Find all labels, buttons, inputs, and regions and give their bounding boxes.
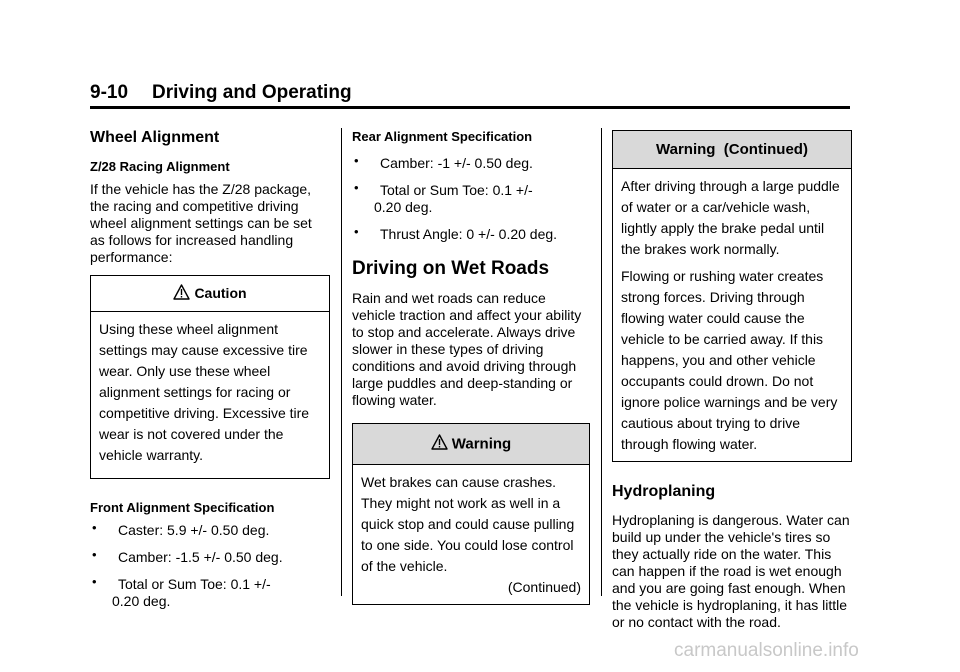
list-item: • Camber: -1.5 +/- 0.50 deg. — [92, 547, 283, 566]
wet-roads-intro: Rain and wet roads can reduce vehicle traction and affect your ability to stop and accelerate. Always drive slower in these types of driving conditions and avoid driving through large puddles and deep-standing or flowing water. — [352, 290, 582, 408]
warning-text: Wet brakes can cause crashes. They might not work as well in a quick stop and could cause pulling to one side. You could lose control of the vehicle. — [361, 474, 575, 574]
bullet-icon: • — [92, 574, 97, 590]
warning-continued-box — [612, 130, 852, 462]
warning-title: Warning — [451, 435, 512, 453]
hydroplaning-heading: Hydroplaning — [612, 483, 716, 500]
watermark: carmanualsonline.info — [674, 640, 859, 661]
warning-header — [353, 424, 589, 465]
warning-continued-body — [613, 169, 851, 461]
front-spec-list — [90, 522, 330, 610]
bullet-icon: • — [92, 547, 97, 563]
hydroplaning-body: Hydroplaning is dangerous. Water can build up under the vehicle's tires so they actually ride on the water. This can happen if the road is wet enough and you are going fast enough. When the vehicle is hydroplaning, it has little or no contact with the road. — [612, 512, 850, 630]
column-divider — [341, 128, 342, 596]
page-number: 9-10 — [90, 82, 129, 103]
bullet-icon: • — [92, 520, 97, 536]
continued-label: (Continued) — [507, 579, 581, 595]
column-1 — [90, 128, 330, 620]
z28-subheading: Z/28 Racing Alignment — [90, 159, 230, 174]
rear-spec-title: Rear Alignment Specification — [352, 129, 533, 144]
section-title: Driving and Operating — [152, 82, 352, 103]
column-3 — [612, 128, 852, 640]
list-item: • Thrust Angle: 0 +/- 0.20 deg. — [354, 224, 558, 242]
warning-continued-para2: Flowing or rushing water creates strong forces. Driving through flowing water could cause the vehicle to be carried away. If this happens, you and other vehicle occupants could drown. Do not ignore police warnings and be very cautious about trying to drive through flowing water. — [621, 268, 838, 452]
front-spec-title: Front Alignment Specification — [90, 500, 275, 516]
wet-roads-heading: Driving on Wet Roads — [352, 258, 550, 279]
bullet-icon: • — [354, 224, 359, 239]
list-item: • Caster: 5.9 +/- 0.50 deg. — [92, 520, 270, 539]
caution-box — [90, 275, 330, 479]
wheel-alignment-heading: Wheel Alignment — [90, 129, 220, 146]
warning-body — [353, 465, 589, 604]
warning-box — [352, 423, 590, 605]
caution-text: Using these wheel alignment settings may cause excessive tire wear. Only use these wheel alignment settings for racing or competitive driving. Excessive tire wear is not covered under the vehicle warranty. — [99, 321, 310, 464]
z28-intro: If the vehicle has the Z/28 package, the racing and competitive driving wheel alignment settings can be set as follows for increased handling performance: — [90, 181, 312, 265]
rear-spec-list — [352, 155, 590, 243]
list-item: • Total or Sum Toe: 0.1 +/- 0.20 deg. — [92, 574, 271, 610]
page-header — [90, 82, 850, 109]
caution-header — [91, 276, 329, 312]
warning-continued-header: Warning (Continued) — [613, 131, 851, 169]
column-divider — [601, 128, 602, 596]
warning-continued-para1: After driving through a large puddle of water or a car/vehicle wash, lightly apply the brake pedal until the brakes work normally. — [621, 178, 840, 257]
list-item: • Camber: -1 +/- 0.50 deg. — [354, 153, 533, 171]
bullet-icon: • — [354, 153, 359, 168]
warning-triangle-icon — [431, 434, 448, 455]
column-2 — [352, 128, 590, 625]
warning-triangle-icon — [173, 284, 190, 304]
list-item: • Total or Sum Toe: 0.1 +/- 0.20 deg. — [354, 180, 533, 215]
bullet-icon: • — [354, 180, 359, 195]
caution-title: Caution — [194, 285, 247, 301]
caution-body — [91, 312, 329, 478]
